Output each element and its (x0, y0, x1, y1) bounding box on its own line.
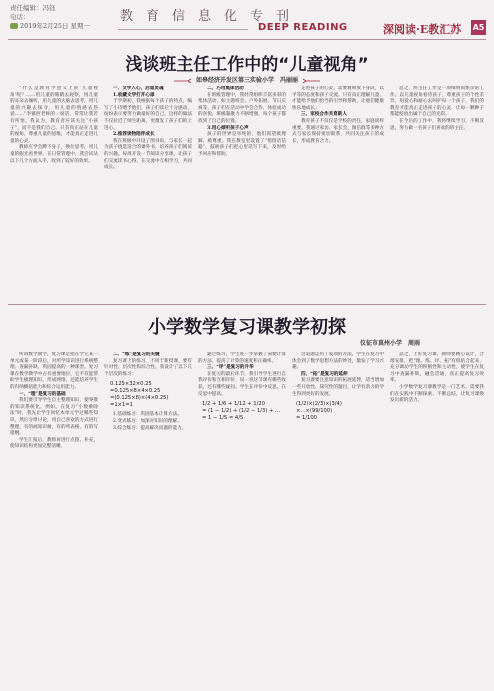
paragraph: 在班级管理中，我经常组织丰富多彩的集体活动，如主题班会、户外拓展、节日庆祝等。孩子们在活动中学会合作，体验成功的喜悦，班级凝聚力不断增强，每个孩子都找到了自己的位置。 (198, 92, 286, 124)
article2-col5 (390, 352, 484, 684)
equation-line: = 1/100 (296, 415, 317, 422)
equation-block (110, 381, 192, 409)
equation-block (202, 401, 286, 422)
article1-byline (0, 75, 494, 84)
paragraph: 3.综合练习：提高解决问题的能力。 (113, 425, 187, 431)
supplement-title: 教育信息化专刊 (120, 9, 303, 24)
paragraph: 在今后的工作中，我将继续学习，不断反思，努力做一名孩子们喜欢的班主任。 (390, 118, 484, 131)
masthead-bar (118, 22, 490, 36)
article1-col1 (10, 86, 98, 300)
equation-block (296, 401, 384, 422)
article2-col4 (292, 352, 384, 684)
article1-col3 (198, 86, 286, 300)
subheading: 2.推荐读物陪伴成长 (113, 132, 155, 138)
paragraph: 教育孩子不仅仅是学校的责任，家庭同样重要。我通过家访、家长会、微信群等多种方式与家长保持密切联系，共同关注孩子的成长，形成教育合力。 (292, 118, 384, 144)
masthead-meta (10, 4, 90, 31)
equation-line: =(0.125×8)×(4×0.25) (110, 395, 169, 402)
paragraph: 学生汇报后，教师再进行点拨、补充，使知识结构更加完整清晰。 (10, 437, 98, 450)
dept-english: DEEP READING (258, 22, 348, 33)
article2-col1 (10, 352, 98, 684)
paragraph: 这道题运用了裂项的方法，学生在复习中体会到了数学思想方法的妙处，激发了学习兴趣。 (292, 352, 384, 371)
issue-weekday: 星期一 (70, 22, 91, 30)
equation-line: ×…×(99/100) (296, 408, 333, 415)
subheading: 三、“评”是复习的升华 (207, 365, 254, 371)
article1-headline: 浅谈班主任工作中的“儿童视角” (125, 55, 369, 75)
editor-phone: 电话： (10, 13, 30, 21)
paragraph: 复习课上的练习，不同于新授课，要有针对性、层次性和综合性。我设计了以下几个层次的练习： (104, 358, 192, 377)
subheading: 1.收藏文学打开心扉 (113, 92, 155, 98)
ornament-right-icon (302, 78, 320, 84)
paragraph: 通过练习，学生进一步掌握了简便计算的方法，提高了计算的速度和正确率。 (198, 352, 286, 364)
masthead-rule (8, 39, 486, 40)
paragraph: 我们要引导学生自主整理知识，使零散的知识系统化。例如，在复习“小数乘除法”时，我先让学生回忆本单元学过哪些知识，然后分组讨论，用自己喜欢的方式进行整理，有的画知识树，有的列表格，有的写提纲。 (10, 398, 98, 437)
wechat-icon (10, 23, 18, 29)
paragraph: “什么是教育学意义上的‘儿童视角’呢？……用儿童的眼睛去观察，用儿童的耳朵去倾听，用儿童的大脑去思考，用儿童的兴趣去探寻，用儿童的情感去热爱……”李镇西老师的一席话，常常让我若有所悟。我认为，教育者应该关注“小孩子”，而不是我们自己。只有真正站在儿童的视角，尊重儿童的思维，才能真正走进儿童的心灵。 (10, 86, 98, 144)
article2-col3 (198, 352, 286, 684)
paragraph: 在复习的最后环节，我引导学生进行自我评价和互相评价，说一说这节课有哪些收获，还有哪些疑问。学生在评价中反思，在反思中提高。 (198, 371, 286, 397)
issue-date: 2019年2月25日 (20, 22, 69, 30)
paragraph: 于学期初，我根据每个孩子的特点，编写了小诗赠予他们，孩子们读后十分感动，纷纷表示要努力做最好的自己。这样的做法不仅拉近了师生距离，更激发了孩子们的上进心。 (104, 99, 192, 131)
paragraph: 总之，班主任工作是一项细致而繁杂的工作。以儿童视角看待孩子，尊重孩子的个性差异，用爱心和耐心去呵护每一个孩子，我们的教育才能真正走进孩子的心灵，让每一颗种子都能绽放出属于自己的光彩。 (390, 86, 484, 118)
paragraph: 1.基础练习：巩固基本计算方法。 (113, 412, 182, 418)
article2-col2 (104, 352, 192, 684)
paragraph: 复习课要注意知识的拓展延伸，适当增加一些开放性、探究性的题目，让学有余力的学生得到更好的发展。 (292, 378, 384, 397)
masthead (0, 0, 494, 38)
equation-line: 0.125×32×0.25 (110, 381, 152, 388)
article1-col5 (390, 86, 484, 300)
paragraph: 我在班级中开设了图书角，与家长一起为孩子挑选适合的课外书，培养孩子们阅读的兴趣。每周开设一节阅读分享课，让孩子们交流读书心得，在交流中互相学习，共同成长。 (104, 138, 192, 171)
subheading: 3.用心倾听孩子心声 (207, 125, 249, 131)
subheading: 三、家校合作共育新人 (301, 112, 347, 118)
paragraph: 总之，上好复习课，教师要精心设计，合理安排，把“理、练、评、拓”有机结合起来，充分调动学生的积极性和主动性，使学生在复习中查漏补缺，融会贯通，真正提高复习效率。 (390, 352, 484, 384)
section-name: 深阅读·E教汇苏 (383, 23, 462, 36)
page-number-badge: A5 (471, 20, 486, 35)
paragraph: 2.变式练习：加深对知识的理解。 (113, 418, 182, 424)
equation-line: = (1 − 1/2) + (1/2 − 1/3) + … (202, 408, 281, 415)
article1-col2 (104, 86, 192, 300)
paragraph: 小学数学复习课教学是一门艺术，需要我们在实践中不断探索、不断总结，让复习课焕发出新的活力。 (390, 384, 484, 404)
section-divider (8, 304, 486, 305)
equation-line: (1/2)×(2/3)×(3/4) (296, 401, 342, 408)
masthead-divider (118, 29, 248, 30)
article1-col4 (292, 86, 384, 300)
paragraph: 孩子的世界是单纯的，他们渴望被理解、被尊重。我在教室里设置了“悄悄话信箱”，鼓励孩子们把心里话写下来，及时给予回应和帮助。 (198, 132, 286, 157)
paragraph: 所谓数学教学，复习课是指在学完某一单元或某一阶段后，对所学知识进行系统整理、查漏补缺、巩固提高的一种课型。复习课在数学教学中占有重要地位，它不仅能帮助学生梳理知识，形成网络，还能培养学生的归纳概括能力和综合运用能力。 (10, 352, 98, 390)
subheading: 一、“理”是复习的基础 (19, 391, 66, 397)
article2-headline: 小学数学复习课教学初探 (148, 317, 346, 338)
paragraph: 教师应学会蹲下身子，换位思考，用儿童的眼光看世界。在日常管理中，我尝试从以下几个方面入手，收到了较好的效果。 (10, 145, 98, 164)
subheading: 一、文学入心，启迪灵魂 (113, 86, 164, 91)
equation-line: =1×1=1 (110, 402, 133, 409)
equation-line: = 1 − 1/5 = 4/5 (202, 415, 244, 422)
editor-line: 责任编辑：冯钰 (10, 4, 56, 12)
article1-byline-text: 如皋经济开发区第三实验小学 冯丽丽 (195, 77, 298, 84)
article2-byline: 仪征市真州小学 周雨 (359, 340, 420, 347)
subheading: 二、“练”是复习的关键 (113, 352, 160, 357)
subheading: 二、巧用集体活动 (207, 86, 244, 91)
subheading: 四、“拓”是复习的延伸 (301, 371, 348, 377)
ornament-left-icon (174, 78, 192, 84)
equation-line: 1/2 + 1/6 + 1/12 + 1/20 (202, 401, 265, 408)
equation-line: =0.125×8×4×0.25 (110, 388, 161, 395)
paragraph: 走进孩子的心灵，需要教师放下身段，以平等的态度和孩子交流。只有真正理解儿童，才能给予他们恰当的引导和帮助，让他们健康快乐地成长。 (292, 86, 384, 111)
